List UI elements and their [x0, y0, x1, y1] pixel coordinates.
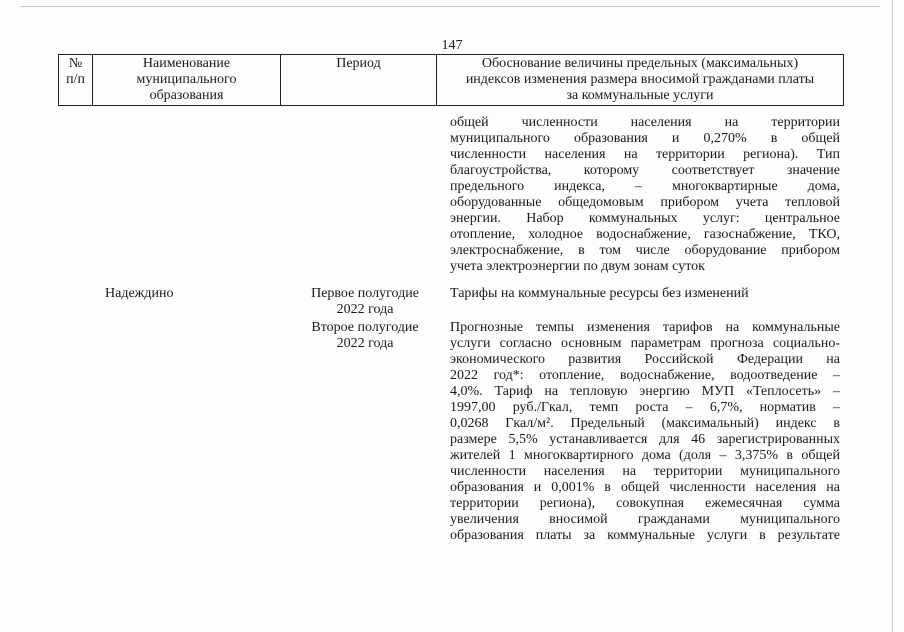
- period-line: 2022 года: [336, 302, 394, 317]
- text-line: 1997,00 руб./Гкал, темп роста – 6,7%, норматив –: [450, 400, 840, 415]
- municipality-name: Надеждино: [105, 286, 174, 301]
- header-num-line: №: [68, 56, 83, 71]
- period-second-half: [296, 320, 434, 352]
- text-line: 4,0%. Тариф на тепловую энергию МУП «Теплосеть» –: [450, 384, 840, 399]
- text-line: численности населения на территории региона). Тип: [450, 147, 840, 162]
- period-line: 2022 года: [336, 336, 394, 351]
- period-line: Второе полугодие: [311, 320, 419, 335]
- text-line: увеличения вносимой гражданами муниципального: [450, 512, 840, 527]
- text-line: размере 5,5% устанавливается для 46 зарегистрированных: [450, 432, 840, 447]
- text-line: услуги согласно основным параметрам прогноза социально-: [450, 336, 840, 351]
- text-line: благоустройства, которому соответствует значение: [450, 163, 840, 178]
- text-line: электроснабжение, в том числе оборудование прибором: [450, 243, 840, 258]
- period-first-basis: Тарифы на коммунальные ресурсы без изменений: [450, 286, 749, 301]
- period-second-basis: [450, 320, 840, 544]
- text-line: численности населения на территории муниципального: [450, 464, 840, 479]
- header-period-line: Период: [336, 56, 381, 71]
- header-basis-line: Обоснование величины предельных (максимальных): [481, 56, 799, 71]
- header-num-line: п/п: [66, 72, 85, 87]
- page-number: 147: [441, 38, 463, 53]
- text-line: Прогнозные темпы изменения тарифов на коммунальные: [450, 320, 840, 335]
- header-municipality-line: муниципального: [136, 72, 237, 87]
- header-basis-line: индексов изменения размера вносимой гражданами платы: [465, 72, 815, 87]
- text-line: оборудованные общедомовым прибором учета тепловой: [450, 195, 840, 210]
- text-line: территории региона), совокупная ежемесячная сумма: [450, 496, 840, 511]
- header-basis-line: за коммунальные услуги: [566, 88, 714, 103]
- text-line: 2022 год*: отопление, водоснабжение, водоотведение –: [450, 368, 840, 383]
- text-line: предельного индекса, – многоквартирные дома,: [450, 179, 840, 194]
- continuation-basis-text: [450, 115, 840, 275]
- text-line: экономического развития Российской Федерации на: [450, 352, 840, 367]
- header-municipality-line: Наименование: [142, 56, 231, 71]
- header-municipality-line: образования: [149, 88, 224, 103]
- period-first-half: [296, 286, 434, 318]
- period-line: Первое полугодие: [311, 286, 419, 301]
- text-line: жителей 1 многоквартирного дома (доля – 3,375% в общей: [450, 448, 840, 463]
- text-line: общей численности населения на территории: [450, 115, 840, 130]
- text-line: энергии. Набор коммунальных услуг: центральное: [450, 211, 840, 226]
- text-line: образования платы за коммунальные услуги в результате: [450, 528, 840, 543]
- text-line: 0,0268 Гкал/м². Предельный (максимальный) индекс в: [450, 416, 840, 431]
- text-line: образования и 0,001% в общей численности населения на: [450, 480, 840, 495]
- text-line: учета электроэнергии по двум зонам суток: [450, 259, 705, 274]
- text-line: муниципального образования и 0,270% в общей: [450, 131, 840, 146]
- text-line: отопление, холодное водоснабжение, газоснабжение, ТКО,: [450, 227, 840, 242]
